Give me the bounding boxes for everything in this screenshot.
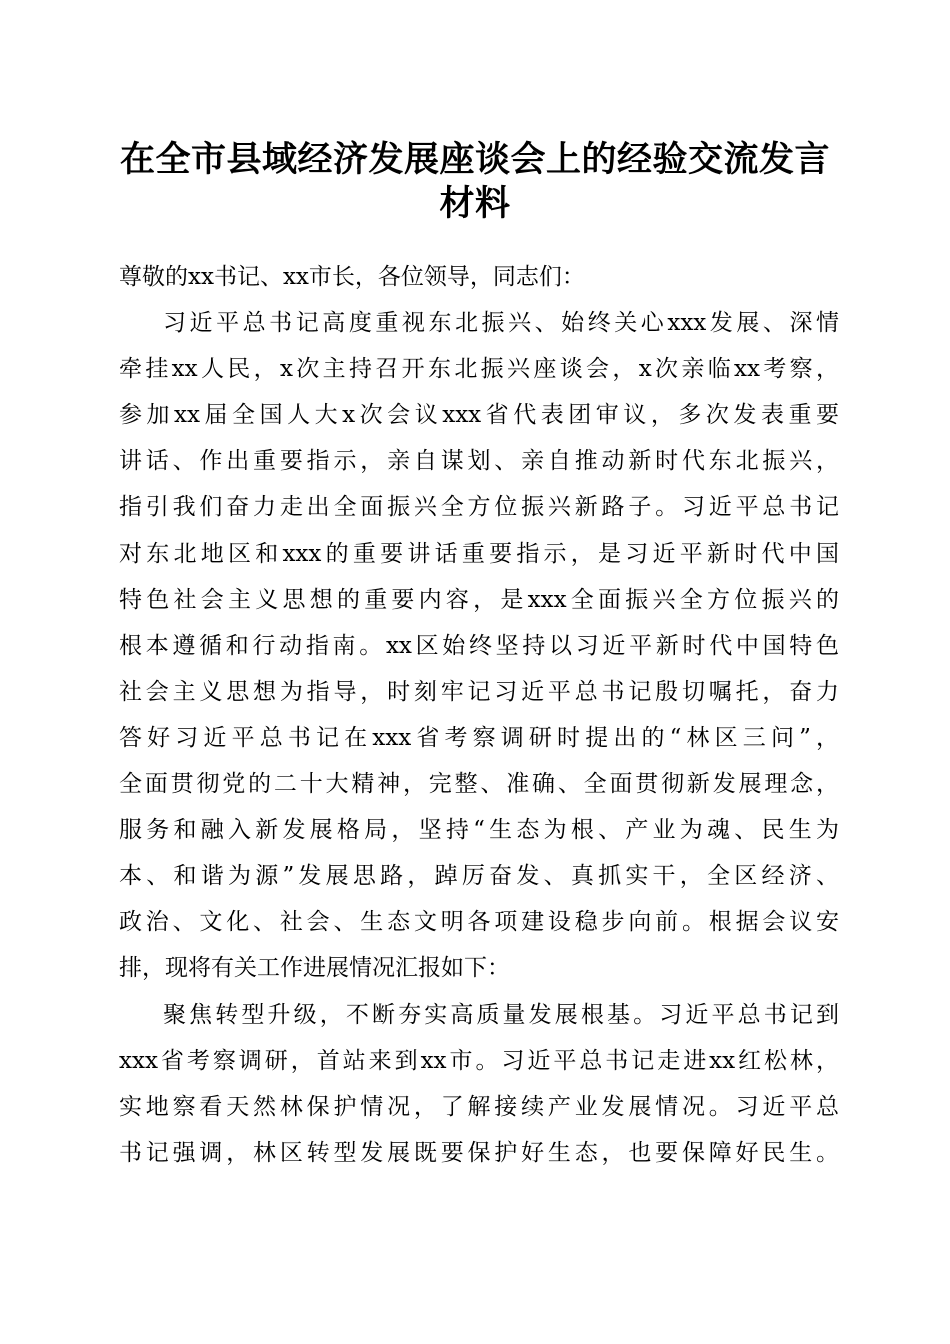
paragraph-2-line: 实地察看天然林保护情况，了解接续产业发展情况。习近平总 [119,1093,839,1120]
paragraph-2-line: xxx省考察调研，首站来到xx市。习近平总书记走进xx红松林， [119,1047,839,1074]
paragraph-1-line: 政治、文化、社会、生态文明各项建设稳步向前。根据会议安 [119,909,839,936]
paragraph-1-line: 特色社会主义思想的重要内容，是xxx全面振兴全方位振兴的 [119,586,839,613]
salutation: 尊敬的xx书记、xx市长，各位领导，同志们： [119,264,585,290]
paragraph-1 [119,300,839,991]
paragraph-2 [119,992,839,1176]
paragraph-1-line: 服务和融入新发展格局，坚持“生态为根、产业为魂、民生为 [119,817,839,844]
paragraph-1-line: 牵挂xx人民，x次主持召开东北振兴座谈会，x次亲临xx考察， [119,356,839,383]
paragraph-1-line: 排，现将有关工作进展情况汇报如下： [119,955,510,982]
document-title-line-1: 在全市县域经济发展座谈会上的经验交流发言 [119,139,830,180]
document-body [119,254,839,1176]
paragraph-1-line: 讲话、作出重要指示，亲自谋划、亲自推动新时代东北振兴， [119,448,839,475]
paragraph-1-line: 社会主义思想为指导，时刻牢记习近平总书记殷切嘱托，奋力 [119,678,839,705]
paragraph-2-line: 书记强调，林区转型发展既要保护好生态，也要保障好民生。 [119,1139,839,1166]
paragraph-1-line: 全面贯彻党的二十大精神，完整、准确、全面贯彻新发展理念， [119,771,839,798]
paragraph-1-line: 习近平总书记高度重视东北振兴、始终关心xxx发展、深情 [163,310,839,337]
paragraph-1-line: 参加xx届全国人大x次会议xxx省代表团审议，多次发表重要 [119,402,839,429]
paragraph-1-line: 根本遵循和行动指南。xx区始终坚持以习近平新时代中国特色 [119,632,839,659]
paragraph-1-line: 指引我们奋力走出全面振兴全方位振兴新路子。习近平总书记 [119,494,839,521]
paragraph-1-line: 本、和谐为源”发展思路，踔厉奋发、真抓实干，全区经济、 [119,863,839,890]
paragraph-1-line: 对东北地区和xxx的重要讲话重要指示，是习近平新时代中国 [119,540,839,567]
paragraph-1-line: 答好习近平总书记在xxx省考察调研时提出的“林区三问”， [119,724,839,751]
document-title-line-2: 材料 [439,183,511,224]
paragraph-2-line: 聚焦转型升级，不断夯实高质量发展根基。习近平总书记到 [163,1001,839,1028]
